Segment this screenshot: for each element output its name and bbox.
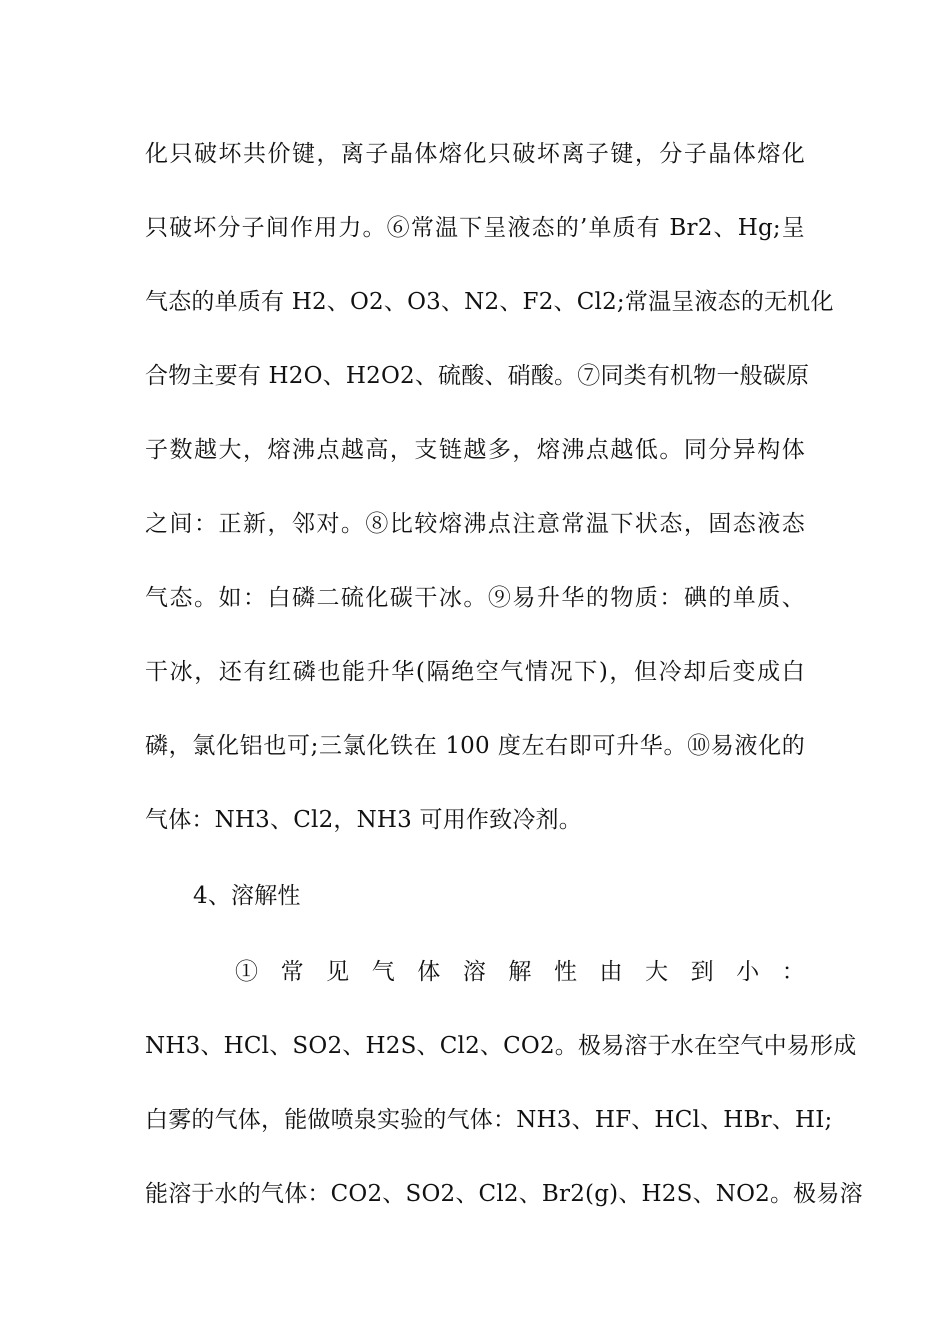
section-line: 能溶于水的气体：CO2、SO2、Cl2、Br2(g)、H2S、NO2。极易溶: [145, 1181, 863, 1207]
paragraph-line: 化只破坏共价键，离子晶体熔化只破坏离子键，分子晶体熔化: [145, 141, 805, 167]
paragraph-line: 只破坏分子间作用力。⑥常温下呈液态的’单质有 Br2、Hg;呈: [145, 215, 805, 241]
section-line: 白雾的气体，能做喷泉实验的气体：NH3、HF、HCl、HBr、HI;: [145, 1107, 833, 1133]
paragraph-line: 子数越大，熔沸点越高，支链越多，熔沸点越低。同分异构体: [145, 437, 805, 463]
paragraph-line: 合物主要有 H2O、H2O2、硫酸、硝酸。⑦同类有机物一般碳原: [145, 363, 810, 389]
paragraph-line: 气态。如：白磷二硫化碳干冰。⑨易升华的物质：碘的单质、: [145, 585, 805, 611]
paragraph-line: 干冰，还有红磷也能升华(隔绝空气情况下)，但冷却后变成白: [145, 659, 805, 685]
paragraph-line: 气态的单质有 H2、O2、O3、N2、F2、Cl2;常温呈液态的无机化: [145, 289, 834, 315]
section-line: NH3、HCl、SO2、H2S、Cl2、CO2。极易溶于水在空气中易形成: [145, 1033, 857, 1059]
paragraph-line-last: 气体：NH3、Cl2，NH3 可用作致冷剂。: [145, 807, 582, 833]
section-line: ① 常 见 气 体 溶 解 性 由 大 到 小 ：: [235, 959, 805, 985]
section-heading: 4、溶解性: [193, 883, 301, 909]
paragraph-line: 磷，氯化铝也可;三氯化铁在 100 度左右即可升华。⑩易液化的: [145, 733, 805, 759]
paragraph-line: 之间：正新，邻对。⑧比较熔沸点注意常温下状态，固态液态: [145, 511, 805, 537]
